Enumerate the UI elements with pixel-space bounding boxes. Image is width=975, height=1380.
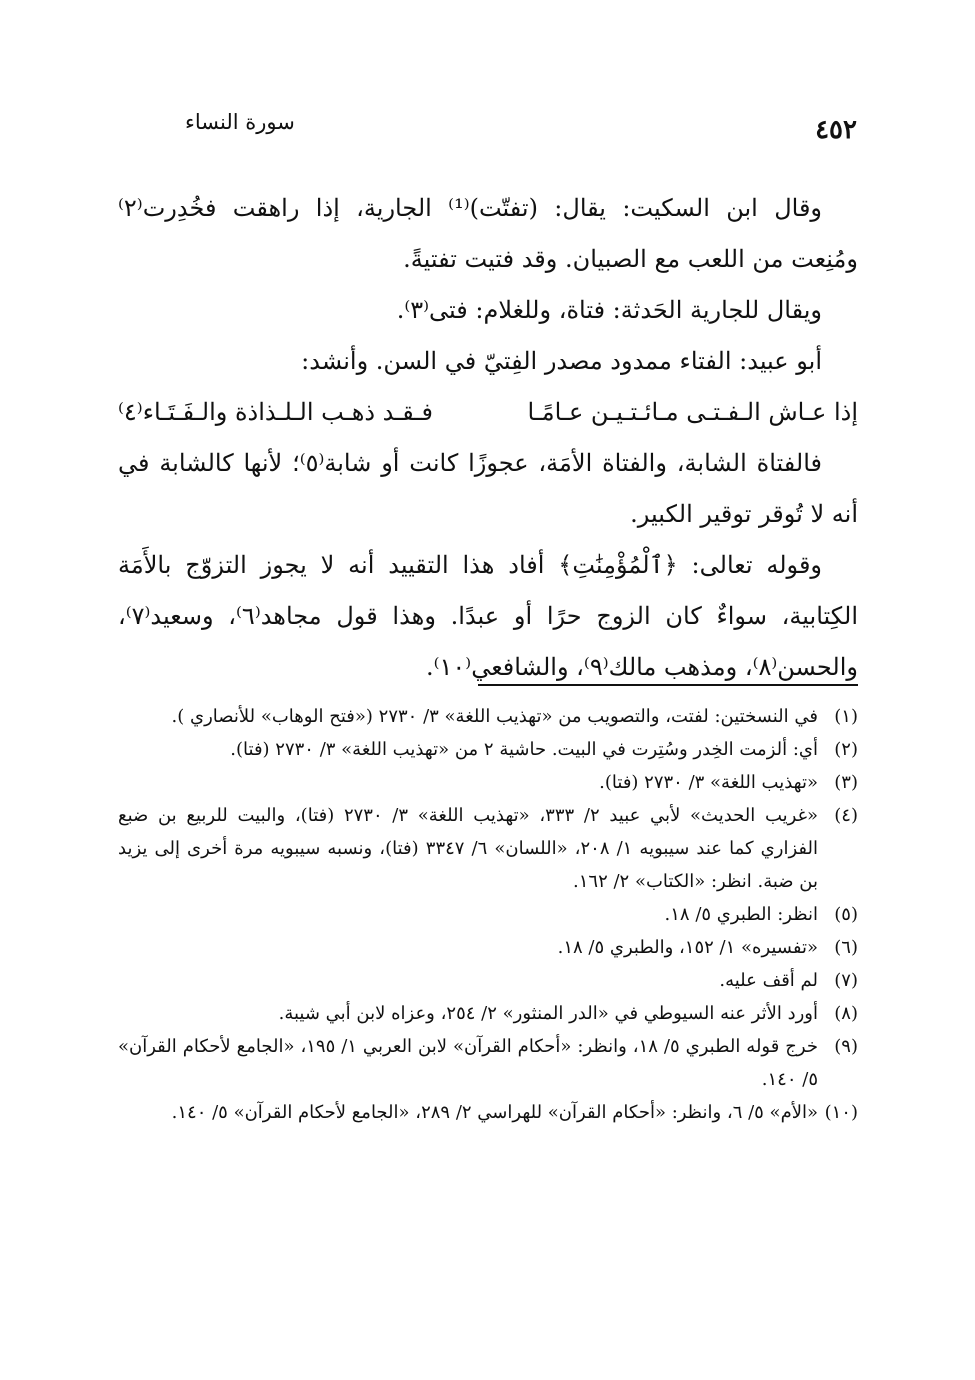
page-header-title: سورة النساء: [185, 110, 295, 134]
footnote-number: (٢): [834, 739, 858, 760]
footnote: [118, 964, 858, 997]
footnote-text: انظر: الطبري ٥/ ١٨.: [664, 904, 818, 925]
footnote-number: (٩): [834, 1036, 858, 1057]
footnotes: [118, 700, 858, 1129]
footnote-number: (٥): [834, 904, 858, 925]
paragraph-4: فالفتاة الشابة، والفتاة الأمَة، عجوزًا كانت أو شابة⁽٥⁾؛ لأنها كالشابة في أنه لا تُوقر توقير الكبير.: [118, 449, 858, 528]
footnote-number: (٧): [834, 970, 858, 991]
main-text: [118, 183, 858, 693]
footnote-text: أي: ألزمت الخِدر وسُتِرت في البيت. حاشية ٢ من «تهذيب اللغة» ٣/ ٢٧٣٠ (فتا).: [230, 739, 818, 760]
paragraph-2: ويقال للجارية الحَدثة: فتاة، وللغلام: فتى⁽٣⁾.: [396, 296, 822, 324]
verse-first-hemistich: إذا عـاش الـفـتـى مـائـتـيـن عـامًـا: [527, 398, 858, 426]
footnote-number: (٦): [834, 937, 858, 958]
footnote-text: «غريب الحديث» لأبي عبيد ٢/ ٣٣٣، «تهذيب اللغة» ٣/ ٢٧٣٠ (فتا)، والبيت للربيع بن ضبع الفزاري كما عند سيبويه ١/ ٢٠٨، «اللسان» ٦/ ٣٣٤٧ (فتا)، ونسبه سيبويه مرة أخرى إلى يزيد بن ضبة. انظر: «الكتاب» ٢/ ١٦٢.: [118, 805, 818, 892]
footnote: [118, 1030, 858, 1096]
footnote: [118, 799, 858, 898]
footnote: [118, 997, 858, 1030]
footnote-number: (٤): [834, 805, 858, 826]
footnote: [118, 700, 858, 733]
footnote-text: «تهذيب اللغة» ٣/ ٢٧٣٠ (فتا).: [599, 772, 818, 793]
paragraph-1: وقال ابن السكيت: يقال: (تفتّت)⁽¹⁾ الجارية، إذا راهقت فخُدِرت⁽٢⁾ ومُنِعت من اللعب مع الصبيان. وقد فتيت تفتيةً.: [118, 194, 858, 273]
footnote-text: «الأم» ٥/ ٦، وانظر: «أحكام القرآن» للهراسي ٢/ ٢٨٩، «الجامع لأحكام القرآن» ٥/ ١٤٠.: [171, 1102, 818, 1123]
footnote-number: (٨): [834, 1003, 858, 1024]
footnote-text: خرج قوله الطبري ٥/ ١٨، وانظر: «أحكام القرآن» لابن العربي ١/ ١٩٥، «الجامع لأحكام القرآن» ٥/ ١٤٠.: [118, 1036, 818, 1090]
footnote: [118, 898, 858, 931]
footnote-text: لم أقف عليه.: [719, 970, 818, 991]
footnote-number: (٣): [834, 772, 858, 793]
footnote-text: أورد الأثر عنه السيوطي في «الدر المنثور» ٢/ ٢٥٤، وعزاه لابن أبي شيبة.: [278, 1003, 818, 1024]
poetry-verse: [118, 387, 858, 438]
footnote-text: في النسختين: لفتت، والتصويب من «تهذيب اللغة» ٣/ ٢٧٣٠ («فتح الوهاب» للأنصاري ).: [171, 706, 818, 727]
paragraph-5: وقوله تعالى: ﴿ٱلْمُؤْمِنَٰتِ﴾ أفاد هذا التقييد أنه لا يجوز التزوّج بالأَمَة الكِتابية، سواءٌ كان الزوج حرًا أو عبدًا. وهذا قول مجاهد⁽٦⁾، وسعيد⁽٧⁾، والحسن⁽٨⁾، ومذهب مالك⁽٩⁾، والشافعي⁽١٠⁾.: [118, 551, 858, 681]
footnote: [118, 766, 858, 799]
footnote: [118, 1096, 858, 1129]
verse-second-hemistich: فـقـد ذهـب الـلـذاذة والـفَـتَـاء⁽٤⁾: [118, 398, 433, 426]
paragraph-3: أبو عبيد: الفتاء ممدود مصدر الفِتيّ في السن. وأنشد:: [301, 347, 822, 375]
footnote: [118, 733, 858, 766]
footnote-text: «تفسيره» ١/ ١٥٢، والطبري ٥/ ١٨.: [557, 937, 818, 958]
footnote-separator: [478, 684, 858, 686]
footnote-number: (١٠): [824, 1102, 858, 1123]
footnote: [118, 931, 858, 964]
footnote-number: (١): [834, 706, 858, 727]
page-number: ٤٥٢: [815, 115, 857, 145]
